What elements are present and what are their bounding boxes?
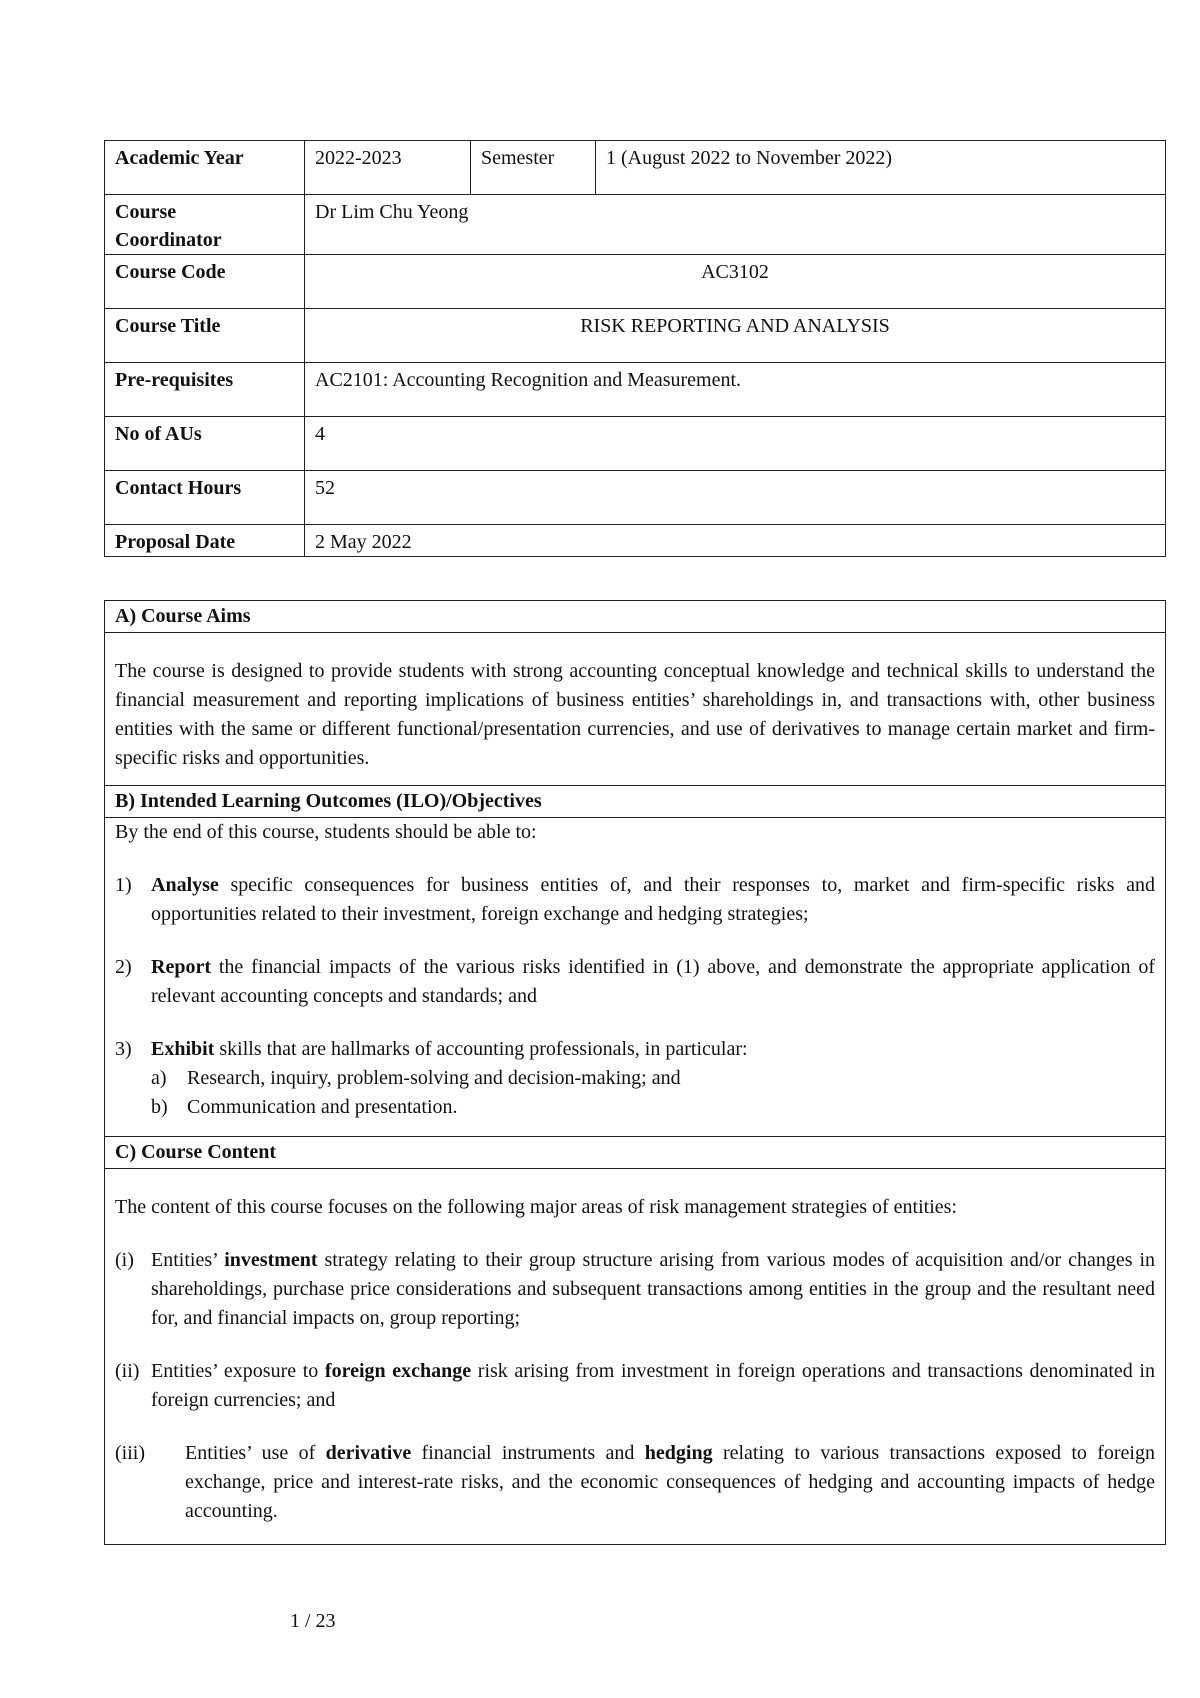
table-row [105, 417, 1166, 471]
list-subitem: a) Research, inquiry, problem-solving and decision-making; and [151, 1067, 681, 1089]
list-item: 2) Report the financial impacts of the various risks identified in (1) above, and demonstrate the appropriate application of relevant accounting concepts and standards; and [115, 956, 1155, 1007]
course-aims-text: The course is designed to provide students with strong accounting conceptual knowledge and technical skills to understand the financial measurement and reporting implications of business entities’ shareholdings in, and transactions with, other business entities with the same or different functional/presentation currencies, and use of derivatives to manage certain market and firm-specific risks and opportunities. [115, 660, 1155, 769]
course-content-intro: The content of this course focuses on the following major areas of risk management strategies of entities: [115, 1196, 957, 1218]
proposal-date-value: 2 May 2022 [305, 525, 1166, 557]
prereq-label: Pre-requisites [105, 363, 305, 417]
table-row [105, 363, 1166, 417]
list-item: 3) Exhibit skills that are hallmarks of accounting professionals, in particular: [115, 1038, 748, 1060]
course-code-value: AC3102 [305, 255, 1166, 309]
aus-value: 4 [305, 417, 1166, 471]
course-code-label: Course Code [105, 255, 305, 309]
course-title-value: RISK REPORTING AND ANALYSIS [305, 309, 1166, 363]
prereq-value: AC2101: Accounting Recognition and Measurement. [305, 363, 1166, 417]
academic-year-value: 2022-2023 [305, 141, 471, 195]
coordinator-label: Course Coordinator [105, 195, 305, 255]
list-item: 1) Analyse specific consequences for business entities of, and their responses to, market and firm-specific risks and opportunities related to their investment, foreign exchange and hedging strategies; [115, 874, 1155, 925]
table-row [105, 471, 1166, 525]
list-item: (ii) Entities’ exposure to foreign exchange risk arising from investment in foreign operations and transactions denominated in foreign currencies; and [115, 1360, 1155, 1411]
contact-hours-label: Contact Hours [105, 471, 305, 525]
table-row [105, 195, 1166, 255]
table-row [105, 141, 1166, 195]
semester-label: Semester [471, 141, 596, 195]
course-title-label: Course Title [105, 309, 305, 363]
proposal-date-label: Proposal Date [105, 525, 305, 557]
academic-year-label: Academic Year [105, 141, 305, 195]
coordinator-value: Dr Lim Chu Yeong [305, 195, 1166, 255]
table-row [105, 309, 1166, 363]
ilo-heading: B) Intended Learning Outcomes (ILO)/Objectives [105, 786, 1166, 818]
page-number: 1 / 23 [290, 1610, 336, 1632]
list-item: (i) Entities’ investment strategy relating to their group structure arising from various modes of acquisition and/or changes in shareholdings, purchase price considerations and subsequent transactions among entities in the group and the resultant need for, and financial impacts on, group reporting; [115, 1249, 1155, 1329]
course-info-table [104, 140, 1166, 557]
ilo-cell [105, 818, 1166, 1137]
course-aims-heading: A) Course Aims [105, 601, 1166, 633]
contact-hours-value: 52 [305, 471, 1166, 525]
course-content-heading: C) Course Content [105, 1137, 1166, 1169]
course-sections-table [104, 600, 1166, 1545]
semester-value: 1 (August 2022 to November 2022) [596, 141, 1166, 195]
list-item: (iii) Entities’ use of derivative financial instruments and hedging relating to various transactions exposed to foreign exchange, price and interest-rate risks, and the economic consequences of hedging and accounting impacts of hedge accounting. [115, 1442, 1155, 1522]
ilo-intro: By the end of this course, students should be able to: [115, 821, 537, 843]
course-aims-cell [105, 633, 1166, 786]
aus-label: No of AUs [105, 417, 305, 471]
table-row [105, 255, 1166, 309]
table-row [105, 525, 1166, 557]
course-content-cell [105, 1169, 1166, 1545]
list-subitem: b) Communication and presentation. [151, 1096, 458, 1118]
